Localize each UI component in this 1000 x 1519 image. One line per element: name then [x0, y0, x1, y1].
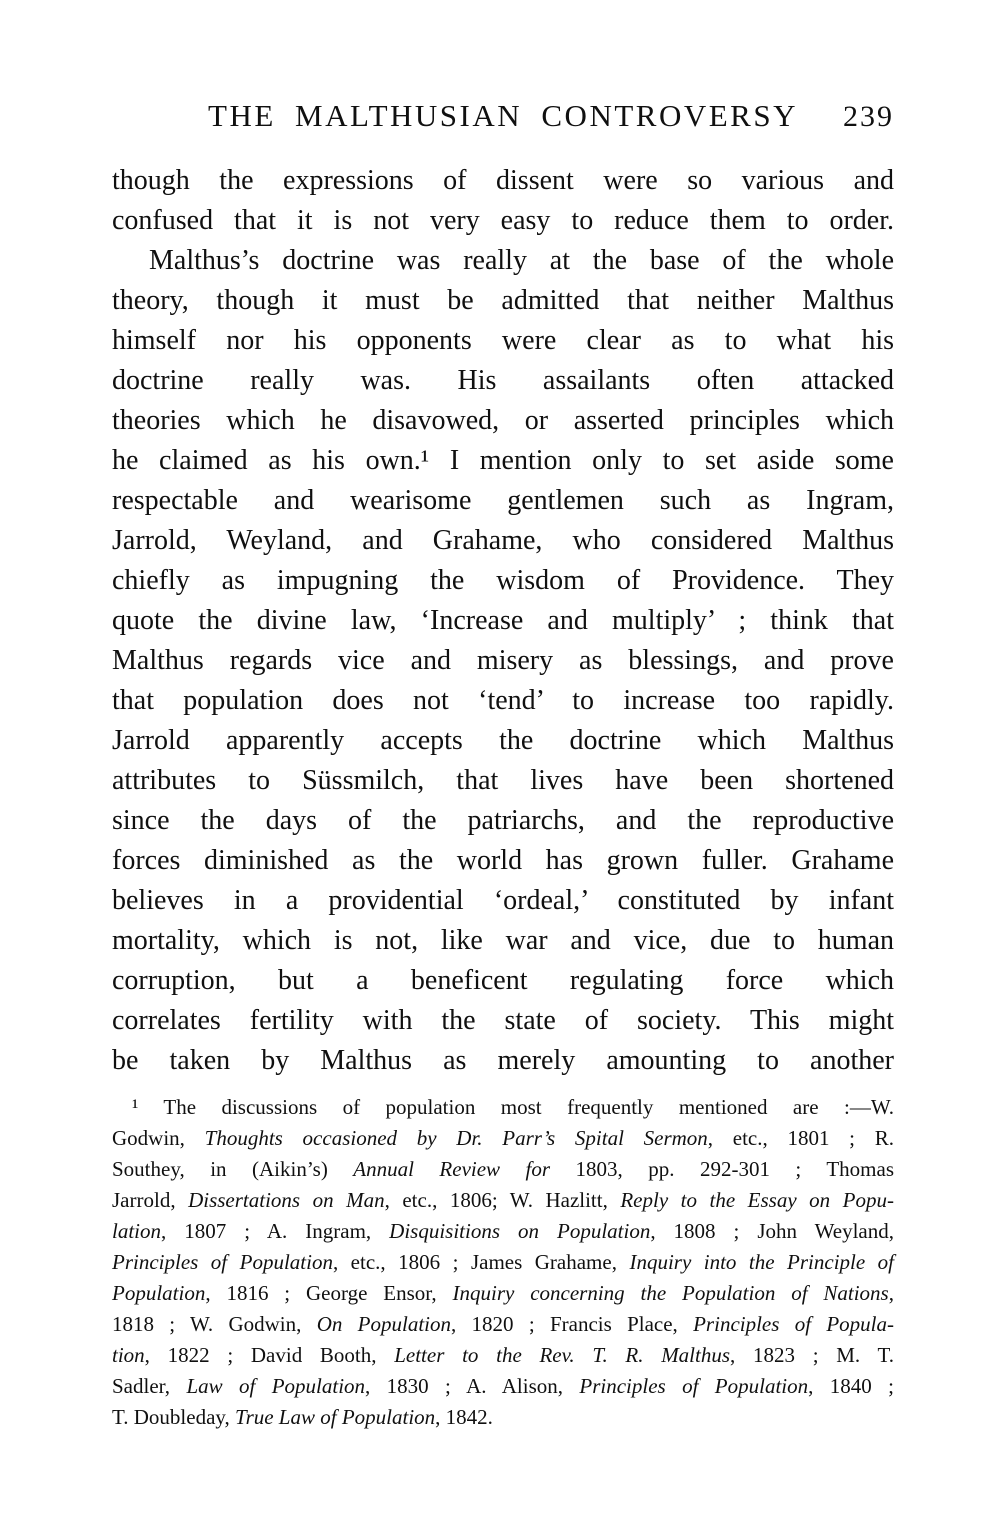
text-line: quote the divine law, ‘Increase and multiply’ ; think that [112, 605, 894, 636]
footnote-line: Southey, in (Aikin’s) Annual Review for 1803, pp. 292-301 ; Thomas [112, 1157, 894, 1181]
text-line: forces diminished as the world has grown fuller. Grahame [112, 845, 894, 876]
text-line: Jarrold apparently accepts the doctrine which Malthus [112, 725, 894, 756]
footnote-line: Population, 1816 ; George Ensor, Inquiry concerning the Population of Nations, [112, 1281, 894, 1305]
text-line: be taken by Malthus as merely amounting to another [112, 1045, 894, 1076]
text-line: Malthus’s doctrine was really at the base of the whole [149, 245, 894, 276]
paragraph-continued [112, 161, 894, 241]
text-line: since the days of the patriarchs, and the reproductive [112, 805, 894, 836]
footnote-line: Principles of Population, etc., 1806 ; James Grahame, Inquiry into the Principle of [112, 1250, 895, 1274]
footnote-line: ¹ The discussions of population most frequently mentioned are :—W. [132, 1095, 894, 1119]
text-line: himself nor his opponents were clear as to what his [112, 325, 894, 356]
text-line: that population does not ‘tend’ to increase too rapidly. [112, 685, 894, 716]
footnote-line: T. Doubleday, True Law of Population, 1842. [112, 1405, 493, 1429]
text-line: Jarrold, Weyland, and Grahame, who considered Malthus [112, 525, 894, 556]
text-line-with-footnote-ref: he claimed as his own.¹ I mention only to set aside some [112, 445, 894, 476]
text-line: doctrine really was. His assailants often attacked [112, 365, 894, 396]
text-line: theories which he disavowed, or asserted principles which [112, 405, 894, 436]
paragraph-main [112, 241, 894, 1081]
footnote-line: Godwin, Thoughts occasioned by Dr. Parr’s Spital Sermon, etc., 1801 ; R. [112, 1126, 894, 1150]
text-line: Malthus regards vice and misery as blessings, and prove [112, 645, 894, 676]
text-line: though the expressions of dissent were so various and [112, 165, 894, 196]
footnote-line: lation, 1807 ; A. Ingram, Disquisitions on Population, 1808 ; John Weyland, [112, 1219, 895, 1243]
footnote-line: tion, 1822 ; David Booth, Letter to the Rev. T. R. Malthus, 1823 ; M. T. [112, 1343, 894, 1367]
page-number: 239 [843, 100, 894, 133]
running-head [112, 98, 894, 142]
text-line: mortality, which is not, like war and vice, due to human [112, 925, 894, 956]
text-line: respectable and wearisome gentlemen such as Ingram, [112, 485, 894, 516]
text-line: attributes to Süssmilch, that lives have been shortened [112, 765, 894, 796]
text-line: correlates fertility with the state of society. This might [112, 1005, 894, 1036]
footnote-line: 1818 ; W. Godwin, On Population, 1820 ; Francis Place, Principles of Popula- [112, 1312, 895, 1336]
footnote-block [112, 1092, 894, 1433]
text-line: confused that it is not very easy to reduce them to order. [112, 205, 894, 236]
text-line: corruption, but a beneficent regulating force which [112, 965, 894, 996]
text-line: believes in a providential ‘ordeal,’ constituted by infant [112, 885, 894, 916]
text-line: theory, though it must be admitted that neither Malthus [112, 285, 894, 316]
footnote-line: Jarrold, Dissertations on Man, etc., 1806; W. Hazlitt, Reply to the Essay on Popu- [112, 1188, 894, 1212]
running-head-title: THE MALTHUSIAN CONTROVERSY [208, 98, 798, 133]
footnote-line: Sadler, Law of Population, 1830 ; A. Alison, Principles of Population, 1840 ; [112, 1374, 894, 1398]
body-text-column [112, 161, 894, 1081]
text-line: chiefly as impugning the wisdom of Providence. They [112, 565, 894, 596]
